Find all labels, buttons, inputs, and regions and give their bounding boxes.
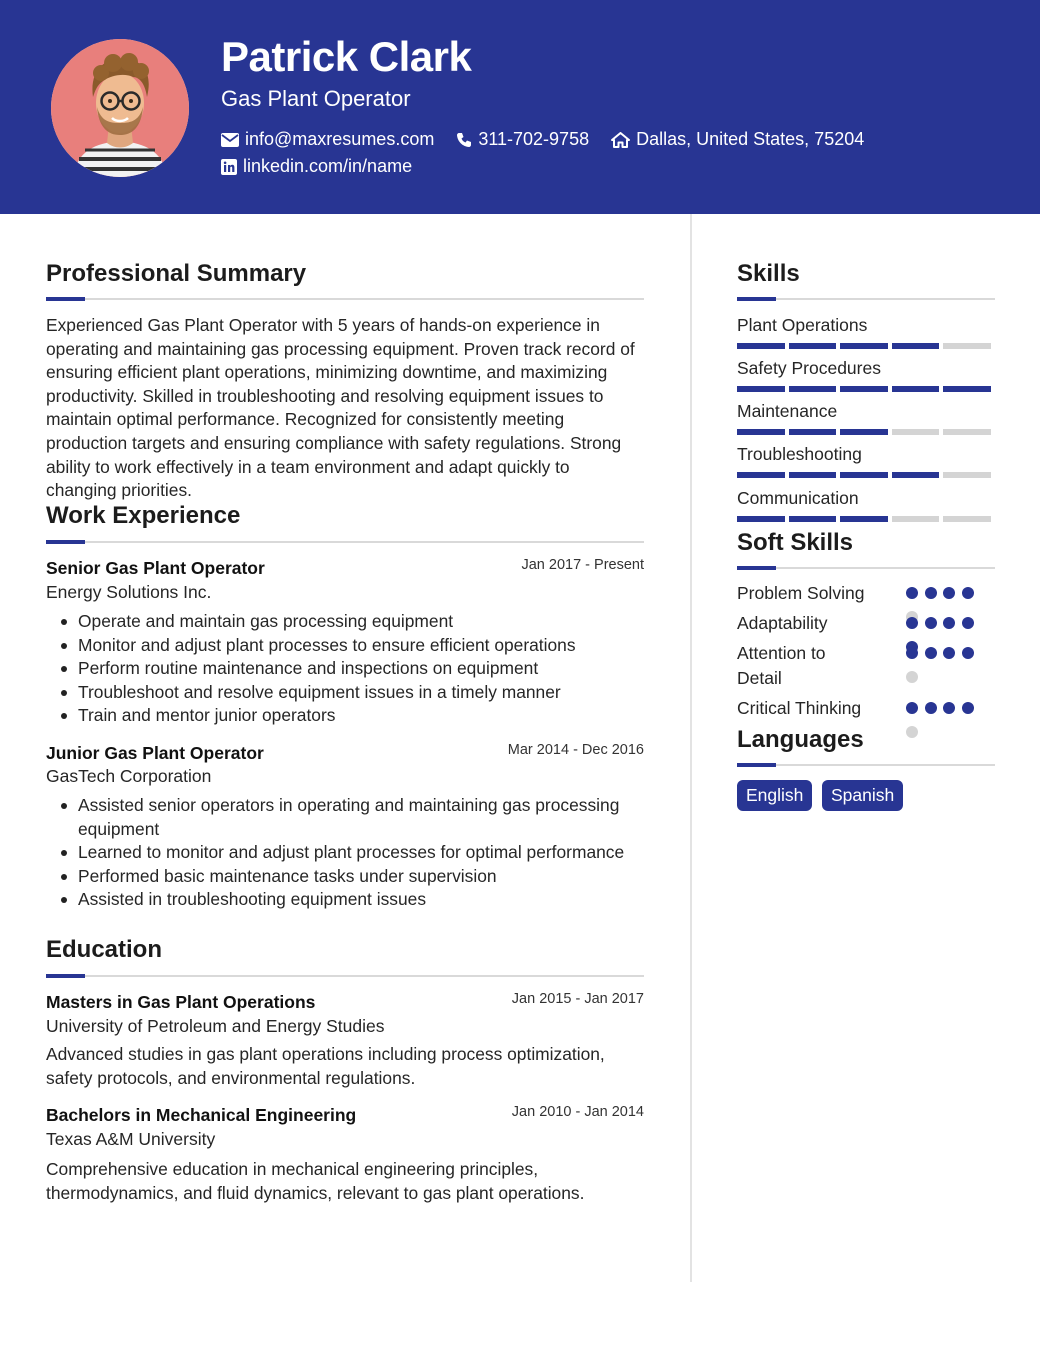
rating-dot (925, 617, 937, 629)
education-heading: Education (46, 936, 163, 963)
job-date: Jan 2017 - Present (521, 557, 644, 573)
contact-email[interactable] (221, 129, 434, 150)
skill-level-bar (737, 386, 993, 392)
rating-dot (906, 726, 918, 738)
skill-level-segment (840, 516, 888, 522)
candidate-title: Gas Plant Operator (221, 86, 411, 111)
rating-dot (906, 671, 918, 683)
skill-level-segment (943, 429, 991, 435)
experience-heading: Work Experience (46, 502, 241, 529)
job-company: GasTech Corporation (46, 766, 212, 786)
summary-heading: Professional Summary (46, 260, 307, 287)
soft-skills-heading-rule (737, 567, 995, 569)
school-name: Texas A&M University (46, 1129, 216, 1149)
contact-row-primary (221, 129, 886, 150)
envelope-icon (221, 133, 239, 147)
degree-title: Bachelors in Mechanical Engineering (46, 1105, 357, 1125)
list-item: Performed basic maintenance tasks under supervision (78, 865, 644, 889)
degree-description: Comprehensive education in mechanical engineering principles, thermodynamics, and fluid dynamics, relevant to gas plant operations. (46, 1159, 585, 1203)
skill-level-bar (737, 429, 993, 435)
rating-dot (906, 647, 918, 659)
skill-level-segment (943, 472, 991, 478)
rating-dot (925, 702, 937, 714)
soft-skill-name: Attention to Detail (737, 643, 826, 688)
job-company: Energy Solutions Inc. (46, 582, 212, 602)
home-icon (611, 132, 630, 148)
skill-level-segment (737, 472, 785, 478)
list-item: Learned to monitor and adjust plant processes for optimal performance (78, 841, 644, 865)
job-bullets (78, 610, 644, 728)
skill-level-segment (892, 429, 940, 435)
list-item: Monitor and adjust plant processes to ensure efficient operations (78, 634, 644, 658)
languages-heading-rule (737, 764, 995, 766)
skill-level-segment (943, 516, 991, 522)
degree-title: Masters in Gas Plant Operations (46, 992, 316, 1012)
education-heading-rule (46, 975, 644, 977)
soft-skill-name: Problem Solving (737, 583, 865, 603)
email-text: info@maxresumes.com (245, 129, 435, 149)
experience-heading-accent (46, 540, 85, 544)
skill-level-bar (737, 343, 993, 349)
languages-heading: Languages (737, 726, 864, 753)
rating-dot (962, 647, 974, 659)
job-title: Senior Gas Plant Operator (46, 558, 265, 578)
skill-level-segment (943, 343, 991, 349)
skill-level-segment (789, 386, 837, 392)
linkedin-text: linkedin.com/in/name (243, 156, 413, 176)
rating-dot (943, 702, 955, 714)
skills-heading: Skills (737, 260, 800, 287)
skill-level-segment (737, 429, 785, 435)
skill-name: Communication (737, 488, 859, 508)
list-item: Perform routine maintenance and inspections on equipment (78, 657, 644, 681)
skill-name: Plant Operations (737, 315, 868, 335)
skill-level-segment (737, 386, 785, 392)
degree-date: Jan 2015 - Jan 2017 (511, 991, 644, 1007)
linkedin-icon (221, 159, 237, 175)
soft-skill-name: Adaptability (737, 613, 828, 633)
skill-level-segment (892, 472, 940, 478)
rating-dot (962, 702, 974, 714)
summary-text: Experienced Gas Plant Operator with 5 years of hands-on experience in operating and maintaining gas processing equipment. Proven track record of ensuring efficient plant operations, minimizing downtime, and maximizing productivity. Skilled in troubleshooting and resolving equipment issues to maintain optimal performance. Recognized for consistently meeting production targets and ensuring compliance with safety regulations. Strong ability to work effectively in a team environment and adapt quickly to changing priorities. (46, 315, 635, 501)
job-date: Mar 2014 - Dec 2016 (507, 742, 644, 758)
languages-heading-accent (737, 763, 776, 767)
job-title: Junior Gas Plant Operator (46, 743, 264, 763)
experience-heading-rule (46, 541, 644, 543)
skill-name: Maintenance (737, 401, 838, 421)
education-heading-accent (46, 974, 85, 978)
language-badge: Spanish (822, 780, 903, 811)
skill-level-segment (789, 516, 837, 522)
phone-text: 311-702-9758 (478, 129, 590, 149)
skill-level-segment (892, 343, 940, 349)
skill-level-segment (789, 343, 837, 349)
skill-level-segment (789, 429, 837, 435)
contact-row-secondary (221, 156, 434, 177)
skill-level-bar (737, 472, 993, 478)
school-name: University of Petroleum and Energy Studies (46, 1016, 385, 1036)
rating-dot (906, 587, 918, 599)
skill-name: Troubleshooting (737, 444, 862, 464)
rating-dot (943, 617, 955, 629)
profile-photo (51, 39, 189, 177)
candidate-name: Patrick Clark (221, 33, 472, 80)
list-item: Troubleshoot and resolve equipment issues in a timely manner (78, 681, 644, 705)
skill-level-segment (840, 386, 888, 392)
skills-heading-rule (737, 298, 995, 300)
rating-dot (962, 587, 974, 599)
language-badge: English (737, 780, 812, 811)
rating-dot (925, 647, 937, 659)
skill-level-bar (737, 516, 993, 522)
skill-level-segment (840, 472, 888, 478)
rating-dot (906, 702, 918, 714)
soft-skill-name: Critical Thinking (737, 698, 862, 718)
location-text: Dallas, United States, 75204 (636, 129, 865, 149)
resume-header (0, 0, 1040, 214)
contact-phone[interactable] (456, 129, 589, 150)
list-item: Operate and maintain gas processing equipment (78, 610, 644, 634)
phone-icon (456, 132, 472, 148)
soft-skills-heading: Soft Skills (737, 529, 854, 556)
skills-heading-accent (737, 297, 776, 301)
skill-level-segment (789, 472, 837, 478)
skill-level-segment (737, 516, 785, 522)
summary-heading-rule (46, 298, 644, 300)
skill-level-segment (840, 429, 888, 435)
rating-dot (906, 617, 918, 629)
rating-dot (962, 617, 974, 629)
list-item: Assisted senior operators in operating and maintaining gas processing equipment (78, 794, 644, 841)
contact-linkedin[interactable] (221, 156, 412, 177)
rating-dot (943, 587, 955, 599)
profile-photo-image (51, 39, 189, 177)
skill-name: Safety Procedures (737, 358, 881, 378)
rating-dot (925, 587, 937, 599)
skill-level-segment (737, 343, 785, 349)
degree-description: Advanced studies in gas plant operations including process optimization, safety protocols, and environmental regulations. (46, 1044, 605, 1088)
skill-level-segment (892, 516, 940, 522)
contact-location (611, 129, 864, 150)
summary-heading-accent (46, 297, 85, 301)
job-bullets (78, 794, 644, 912)
skill-level-segment (943, 386, 991, 392)
column-divider (690, 214, 692, 1282)
rating-dot (943, 647, 955, 659)
skill-level-segment (840, 343, 888, 349)
list-item: Assisted in troubleshooting equipment issues (78, 888, 644, 912)
soft-skills-heading-accent (737, 566, 776, 570)
skill-level-segment (892, 386, 940, 392)
list-item: Train and mentor junior operators (78, 704, 644, 728)
degree-date: Jan 2010 - Jan 2014 (511, 1104, 644, 1120)
